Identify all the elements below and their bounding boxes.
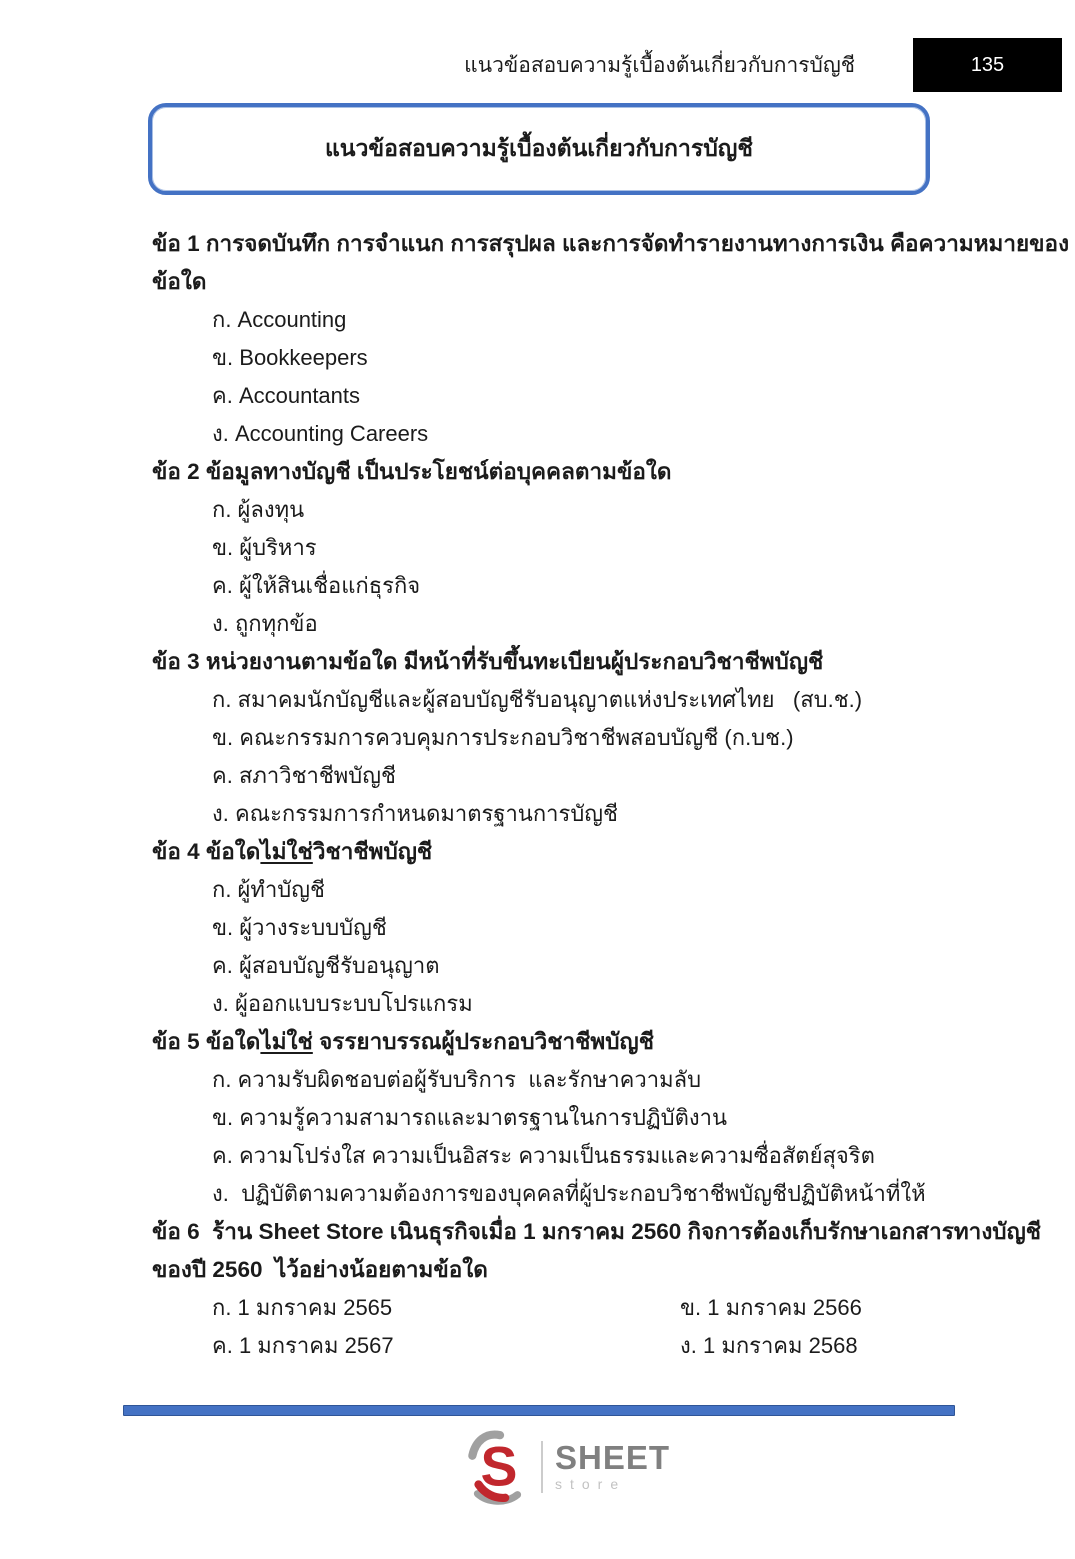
question-4-header-underlined: ไม่ใช่ — [260, 839, 313, 864]
brand-logo — [30, 1428, 1075, 1506]
question-6-option-a: ก. 1 มกราคม 2565 — [212, 1295, 393, 1320]
question-3-header — [152, 643, 1075, 681]
page-header — [0, 38, 1075, 92]
question-4-header — [152, 833, 1075, 871]
question-3-option-c: ค. สภาวิชาชีพบัญชี — [212, 763, 396, 788]
question-1-option-a: ก. Accounting — [212, 307, 347, 332]
question-6-option-d: ง. 1 มกราคม 2568 — [680, 1333, 858, 1358]
brand-wordmark — [554, 1439, 671, 1492]
page-number-badge — [913, 38, 1062, 92]
question-6-option-c: ค. 1 มกราคม 2567 — [212, 1333, 394, 1358]
question-5-option-b: ข. ความรู้ความสามารถและมาตรฐานในการปฏิบัติงาน — [212, 1105, 728, 1130]
brand-subtitle: store — [554, 1476, 627, 1492]
question-6-option-b: ข. 1 มกราคม 2566 — [680, 1295, 862, 1320]
question-4 — [152, 833, 1075, 1023]
question-6 — [152, 1213, 1075, 1365]
question-4-header-prefix: ข้อ 4 ข้อใด — [152, 839, 261, 864]
question-5-header-line-1 — [152, 1023, 1075, 1061]
question-5-header-prefix: ข้อ 5 ข้อใด — [152, 1029, 261, 1054]
question-3-option-b: ข. คณะกรรมการควบคุมการประกอบวิชาชีพสอบบัญชี (ก.บช.) — [212, 725, 794, 750]
question-6-header — [152, 1213, 1075, 1289]
logo-divider — [541, 1441, 543, 1493]
question-1 — [152, 225, 1075, 453]
question-5-options — [152, 1061, 1075, 1213]
question-2-option-b: ข. ผู้บริหาร — [212, 535, 317, 560]
question-5-header — [152, 1023, 1075, 1061]
question-5-header-underlined: ไม่ใช่ — [260, 1029, 313, 1054]
question-6-options — [152, 1289, 1075, 1365]
question-4-option-d: ง. ผู้ออกแบบระบบโปรแกรม — [212, 991, 473, 1016]
question-4-option-a: ก. ผู้ทำบัญชี — [212, 877, 325, 902]
question-6-header-line-2: ของปี 2560 ไว้อย่างน้อยตามข้อใด — [152, 1257, 488, 1282]
question-5-option-d: ง. ปฏิบัติตามความต้องการของบุคคลที่ผู้ประกอบวิชาชีพบัญชีปฏิบัติหน้าที่ให้ — [212, 1181, 926, 1206]
question-5-header-suffix: จรรยาบรรณผู้ประกอบวิชาชีพบัญชี — [312, 1029, 654, 1054]
questions-content — [152, 225, 1075, 1365]
page-number: 135 — [970, 53, 1005, 76]
question-2-options — [152, 491, 1075, 643]
question-3-option-d: ง. คณะกรรมการกำหนดมาตรฐานการบัญชี — [212, 801, 618, 826]
question-5-option-c: ค. ความโปร่งใส ความเป็นอิสระ ความเป็นธรรมและความซื่อสัตย์สุจริต — [212, 1143, 875, 1168]
question-4-option-c: ค. ผู้สอบบัญชีรับอนุญาต — [212, 953, 440, 978]
question-2-option-d: ง. ถูกทุกข้อ — [212, 611, 318, 636]
question-3-header-line-1: ข้อ 3 หน่วยงานตามข้อใด มีหน้าที่รับขึ้นทะเบียนผู้ประกอบวิชาชีพบัญชี — [152, 649, 824, 674]
question-4-header-line-1 — [152, 833, 1075, 871]
question-3 — [152, 643, 1075, 833]
question-1-option-d: ง. Accounting Careers — [212, 421, 429, 446]
question-4-options — [152, 871, 1075, 1023]
question-5 — [152, 1023, 1075, 1213]
question-6-header-line-1: ข้อ 6 ร้าน Sheet Store เนินธุรกิจเมื่อ 1 มกราคม 2560 กิจการต้องเก็บรักษาเอกสารทางบัญชี — [152, 1219, 1042, 1244]
question-1-options — [152, 301, 1075, 453]
question-1-header-line-2: ข้อใด — [152, 269, 207, 294]
question-2-header — [152, 453, 1075, 491]
question-1-header — [152, 225, 1075, 301]
document-page — [0, 38, 1075, 1559]
question-4-option-b: ข. ผู้วางระบบบัญชี — [212, 915, 387, 940]
question-2 — [152, 453, 1075, 643]
question-3-options — [152, 681, 1075, 833]
question-1-option-c: ค. Accountants — [212, 383, 361, 408]
page-title: แนวข้อสอบความรู้เบื้องต้นเกี่ยวกับการบัญชี — [324, 135, 754, 161]
running-title: แนวข้อสอบความรู้เบื้องต้นเกี่ยวกับการบัญชี — [464, 53, 855, 77]
question-2-option-a: ก. ผู้ลงทุน — [212, 497, 305, 522]
question-5-option-a: ก. ความรับผิดชอบต่อผู้รับบริการ และรักษาความลับ — [212, 1067, 702, 1092]
title-box — [148, 103, 930, 195]
footer-divider-bar — [123, 1405, 955, 1416]
question-2-option-c: ค. ผู้ให้สินเชื่อแก่ธุรกิจ — [212, 573, 421, 598]
question-4-header-suffix: วิชาชีพบัญชี — [312, 839, 433, 864]
question-1-option-b: ข. Bookkeepers — [212, 345, 368, 370]
sheet-store-s-icon — [465, 1428, 531, 1506]
question-3-option-a: ก. สมาคมนักบัญชีและผู้สอบบัญชีรับอนุญาตแห่งประเทศไทย (สบ.ช.) — [212, 687, 863, 712]
brand-name: SHEET — [554, 1439, 671, 1476]
svg-text:S: S — [480, 1435, 518, 1498]
question-1-header-line-1: ข้อ 1 การจดบันทึก การจำแนก การสรุปผล และการจัดทำรายงานทางการเงิน คือความหมายของ — [152, 231, 1070, 256]
question-2-header-line-1: ข้อ 2 ข้อมูลทางบัญชี เป็นประโยชน์ต่อบุคคลตามข้อใด — [152, 459, 672, 484]
